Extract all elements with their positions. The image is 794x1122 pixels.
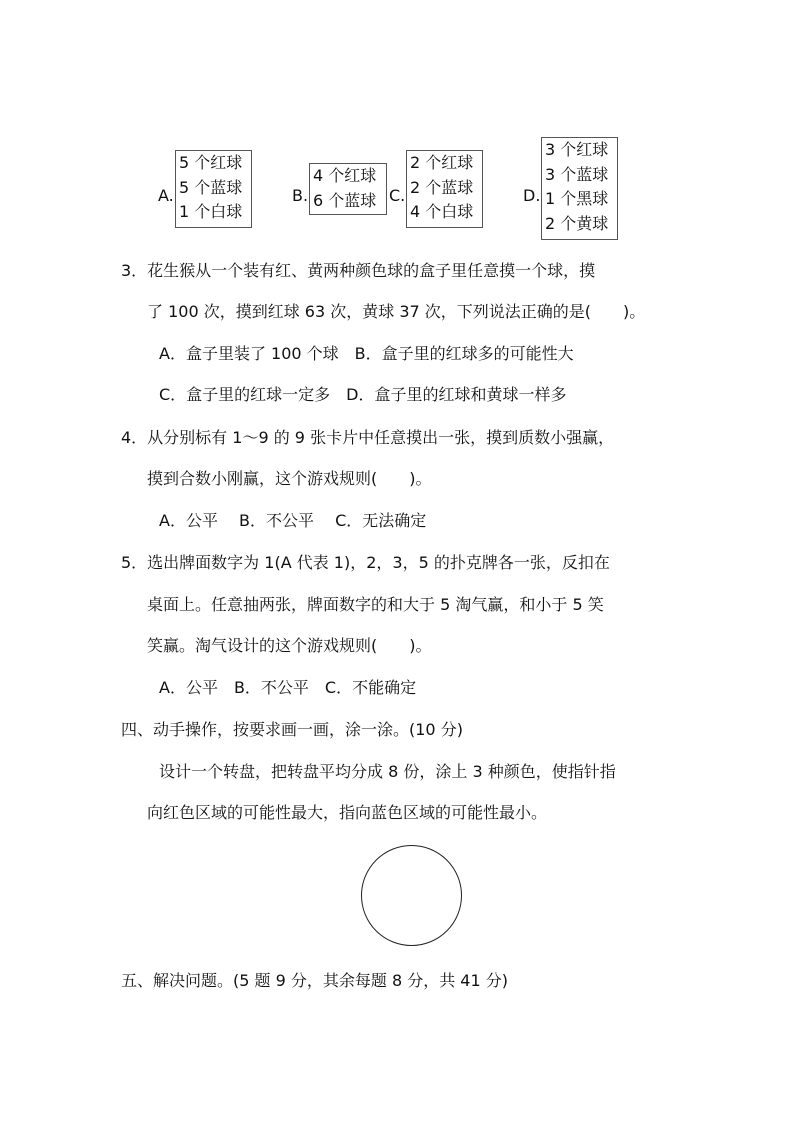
option-a-item: 5 个蓝球: [179, 177, 243, 197]
section4-line2: 向红色区域的可能性最大，指向蓝色区域的可能性最小。: [147, 803, 548, 822]
option-d-label: D.: [523, 186, 541, 205]
option-b-box: [309, 163, 387, 215]
q5-line2: 桌面上。任意抽两张，牌面数字的和大于 5 淘气赢，和小于 5 笑: [147, 595, 604, 614]
option-d-item: 2 个黄球: [545, 213, 609, 233]
option-d-box: [541, 137, 618, 240]
q3-line1: 3．花生猴从一个装有红、黄两种颜色球的盒子里任意摸一个球，摸: [121, 261, 596, 280]
option-a-item: 5 个红球: [179, 153, 243, 172]
option-d-item: 1 个黑球: [545, 189, 609, 208]
option-c-box: [406, 150, 483, 228]
option-b-item: 4 个红球: [313, 166, 377, 185]
option-c-item: 2 个蓝球: [410, 177, 474, 197]
option-d-item: 3 个蓝球: [545, 164, 609, 184]
q3-options-row1: A．盒子里装了 100 个球 B．盒子里的红球多的可能性大: [159, 344, 574, 363]
option-a-box: [175, 150, 252, 228]
option-b-label: B.: [292, 186, 309, 205]
option-a-item: 1 个白球: [179, 202, 243, 221]
q5-options: A．公平 B．不公平 C．不能确定: [159, 678, 417, 697]
q5-line1: 5．选出牌面数字为 1(A 代表 1)，2，3，5 的扑克牌各一张，反扣在: [121, 553, 610, 572]
section4-line1: 设计一个转盘，把转盘平均分成 8 份，涂上 3 种颜色，使指针指: [159, 762, 616, 781]
q4-line2: 摸到合数小刚赢，这个游戏规则( )。: [147, 469, 432, 488]
q3-line2: 了 100 次，摸到红球 63 次，黄球 37 次，下列说法正确的是( )。: [147, 302, 646, 321]
q3-options-row2: C．盒子里的红球一定多 D．盒子里的红球和黄球一样多: [159, 385, 567, 404]
q4-line1: 4．从分别标有 1～9 的 9 张卡片中任意摸出一张，摸到质数小强赢，: [121, 428, 615, 447]
section4-title: 四、动手操作，按要求画一画，涂一涂。(10 分): [121, 720, 463, 739]
spinner-circle[interactable]: [361, 845, 462, 946]
option-c-label: C.: [389, 186, 406, 205]
q4-options: A．公平 B．不公平 C．无法确定: [159, 511, 427, 530]
option-a-label: A.: [158, 186, 174, 205]
option-b-item: 6 个蓝球: [313, 190, 377, 210]
section5-title: 五、解决问题。(5 题 9 分，其余每题 8 分，共 41 分): [121, 971, 508, 990]
option-c-item: 4 个白球: [410, 202, 474, 221]
option-d-item: 3 个红球: [545, 140, 609, 159]
q5-line3: 笑赢。淘气设计的这个游戏规则( )。: [147, 636, 432, 655]
option-c-item: 2 个红球: [410, 153, 474, 172]
